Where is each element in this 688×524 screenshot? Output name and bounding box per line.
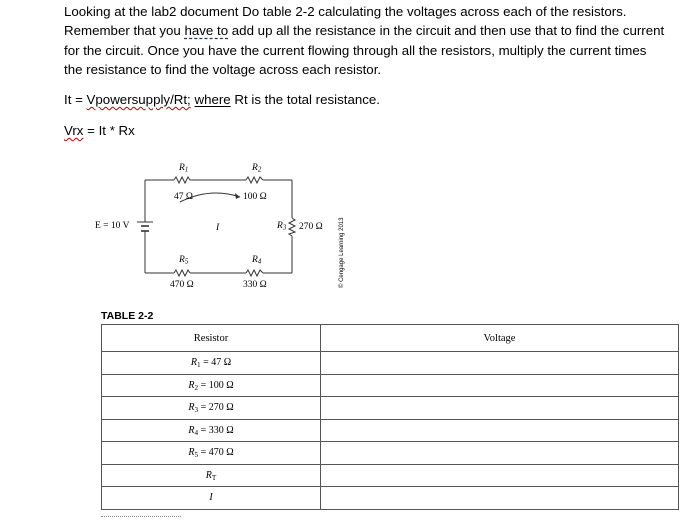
r2-value: 100 Ω xyxy=(243,192,267,202)
table-row xyxy=(102,352,679,375)
table-header-row xyxy=(102,325,679,352)
resistor-cell: I xyxy=(102,487,321,510)
instructions-line-2b: have to xyxy=(184,23,229,39)
current-arrowhead xyxy=(235,193,240,199)
current-formula-term: Vpowersupply/Rt; xyxy=(86,92,191,107)
table-row xyxy=(102,397,679,420)
table-title: TABLE 2-2 xyxy=(101,310,154,322)
voltage-table xyxy=(101,324,679,510)
table-row xyxy=(102,442,679,465)
current-formula-lhs: It = xyxy=(64,92,87,107)
voltage-cell[interactable] xyxy=(321,374,679,397)
r3-value: 270 Ω xyxy=(299,222,323,232)
resistor-r5-symbol xyxy=(174,270,190,276)
instructions-line-4: the resistance to find the voltage across each resistor. xyxy=(64,62,382,78)
resistor-r3-symbol xyxy=(289,218,295,236)
voltage-cell[interactable] xyxy=(321,419,679,442)
header-voltage: Voltage xyxy=(321,325,679,352)
r4-value: 330 Ω xyxy=(243,280,267,290)
resistor-r1-symbol xyxy=(174,177,190,183)
instructions-line-3: for the circuit. Once you have the current flowing through all the resistors, multiply the current times xyxy=(64,42,647,58)
voltage-cell[interactable] xyxy=(321,397,679,420)
voltage-formula-lhs: Vrx xyxy=(64,123,84,138)
voltage-cell[interactable] xyxy=(321,352,679,375)
header-resistor: Resistor xyxy=(102,325,321,352)
resistor-cell: $R_5 = 470$ Ω xyxy=(102,442,321,465)
voltage-cell[interactable] xyxy=(321,464,679,487)
voltage-cell[interactable] xyxy=(321,442,679,465)
resistor-r2-symbol xyxy=(246,177,263,183)
table-row xyxy=(102,487,679,510)
current-formula xyxy=(64,90,380,109)
source-label: E = 10 V xyxy=(95,221,130,231)
resistor-cell: $R_2 = 100$ Ω xyxy=(102,374,321,397)
current-label: I xyxy=(216,223,220,233)
r1-value: 47 Ω xyxy=(174,192,193,202)
voltage-formula-rest: = It * Rx xyxy=(83,123,135,138)
r4-label: $R_4$ xyxy=(252,255,262,266)
r5-label: $R_5$ xyxy=(179,255,189,266)
table-row xyxy=(102,374,679,397)
r1-label: $R_1$ xyxy=(179,163,189,174)
resistor-cell: $R_4 = 330$ Ω xyxy=(102,419,321,442)
r5-value: 470 Ω xyxy=(170,280,194,290)
current-formula-rest: Rt is the total resistance. xyxy=(230,92,380,107)
r3-label: $R_3$ xyxy=(277,221,287,232)
instructions-line-2c: add up all the resistance in the circuit and then use that to find the current xyxy=(228,23,665,39)
voltage-cell[interactable] xyxy=(321,487,679,510)
instructions-line-2a: Remember that you xyxy=(64,23,185,39)
credit-text: © Cengage Learning 2013 xyxy=(339,217,345,288)
page-cutoff xyxy=(101,516,181,519)
resistor-r4-symbol xyxy=(246,270,263,276)
table-row xyxy=(102,464,679,487)
resistor-cell: $R_3 = 270$ Ω xyxy=(102,397,321,420)
resistor-cell: $R_T$ xyxy=(102,464,321,487)
resistor-cell: $R_1 = 47$ Ω xyxy=(102,352,321,375)
current-formula-where: where xyxy=(194,92,231,107)
voltage-formula xyxy=(64,121,135,140)
instructions-paragraph xyxy=(64,2,682,80)
r2-label: $R_2$ xyxy=(252,163,262,174)
instructions-line-1: Looking at the lab2 document Do table 2-2 calculating the voltages across each of the resistors. xyxy=(64,4,627,19)
table-row xyxy=(102,419,679,442)
